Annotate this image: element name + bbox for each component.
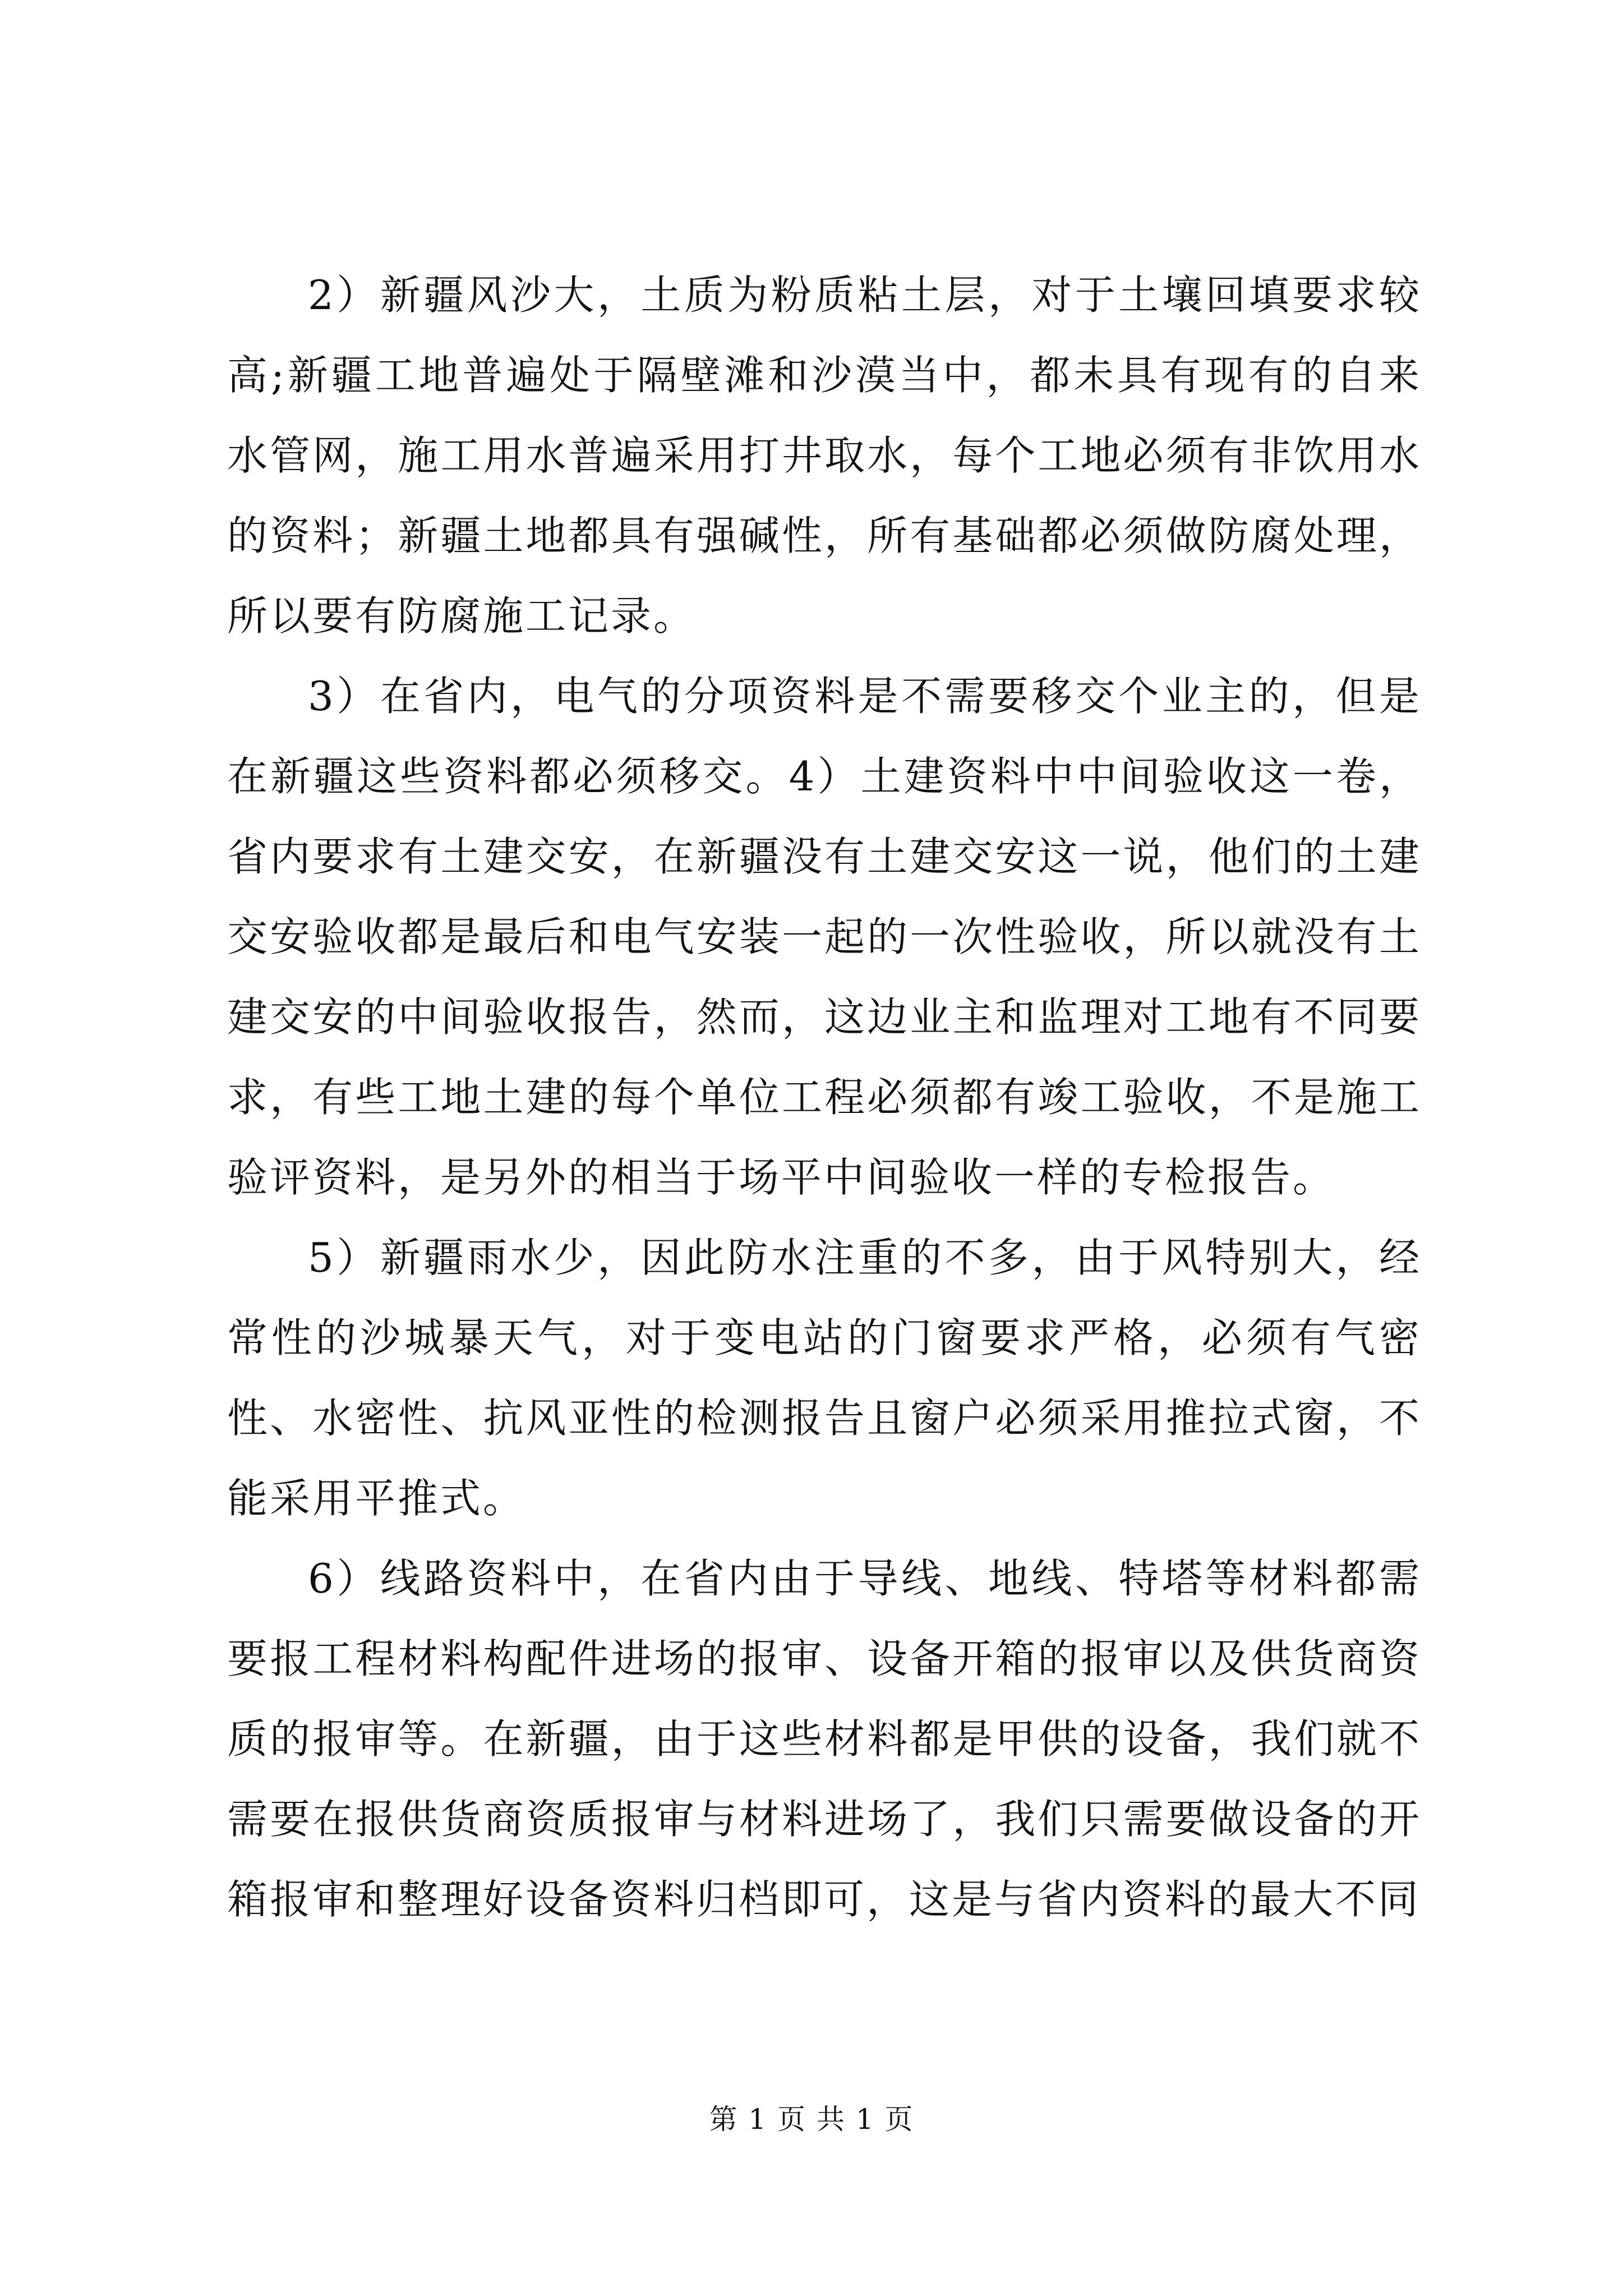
paragraph-item-5: 5）新疆雨水少，因此防水注重的不多，由于风特别大，经常性的沙城暴天气，对于变电站的门窗要求严格，必须有气密性、水密性、抗风亚性的检测报告且窗户必须采用推拉式窗，不能采用平推式。: [227, 1234, 1422, 1522]
paragraph-item-2: 2）新疆风沙大，土质为粉质粘土层，对于土壤回填要求较高;新疆工地普遍处于隔壁滩和沙漠当中，都未具有现有的自来水管网，施工用水普遍采用打井取水，每个工地必须有非饮用水的资料；新疆土地都具有强碱性，所有基础都必须做防腐处理，所以要有防腐施工记录。: [227, 272, 1422, 639]
paragraph-item-3-4: 3）在省内，电气的分项资料是不需要移交个业主的，但是在新疆这些资料都必须移交。4）土建资料中中间验收这一卷，省内要求有土建交安，在新疆没有土建交安这一说，他们的土建交安验收都是最后和电气安装一起的一次性验收，所以就没有土建交安的中间验收报告，然而，这边业主和监理对工地有不同要求，有些工地土建的每个单位工程必须都有竣工验收，不是施工验评资料，是另外的相当于场平中间验收一样的专检报告。: [227, 673, 1422, 1201]
document-body: [227, 255, 1422, 1940]
page-footer: 第 1 页 共 1 页: [709, 2103, 914, 2136]
paragraph-item-6: 6）线路资料中，在省内由于导线、地线、特塔等材料都需要报工程材料构配件进场的报审、设备开箱的报审以及供货商资质的报审等。在新疆，由于这些材料都是甲供的设备，我们就不需要在报供货商资质报审与材料进场了，我们只需要做设备的开箱报审和整理好设备资料归档即可，这是与省内资料的最大不同: [227, 1555, 1422, 1923]
